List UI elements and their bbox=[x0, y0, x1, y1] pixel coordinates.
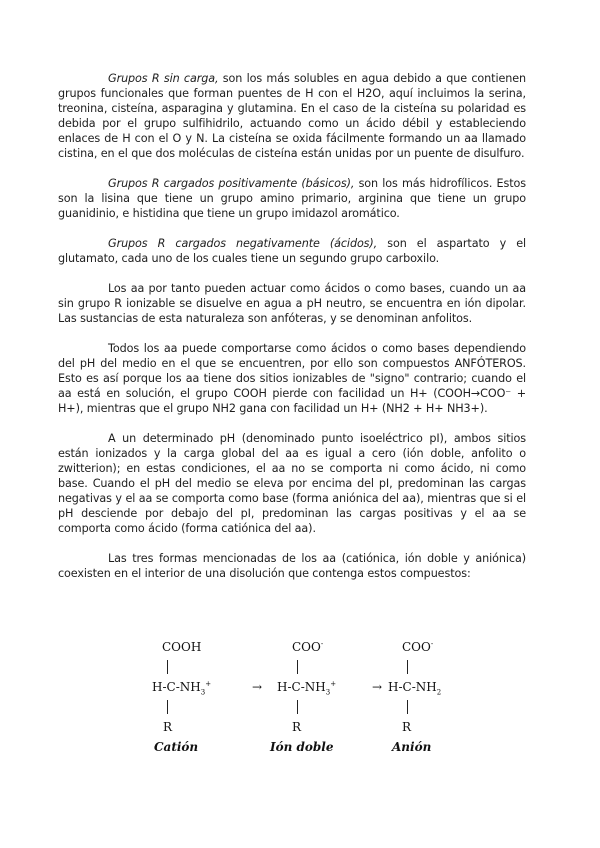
zwitterion-bond-bottom bbox=[297, 700, 298, 714]
anion-amino-group: $H-C-NH_2$ bbox=[388, 680, 442, 697]
paragraph-positive-groups bbox=[58, 176, 526, 221]
negative-groups-heading: Grupos R cargados negativamente (ácidos), bbox=[108, 237, 378, 250]
anion-caption: Anión bbox=[392, 740, 432, 754]
body-text bbox=[58, 71, 526, 596]
cation-r-group: R bbox=[163, 720, 173, 734]
paragraph-isoelectric-point: A un determinado pH (denominado punto isoeléctrico pI), ambos sitios están ionizados y la carga global del aa es igual a cero (ión doble, anfolito o zwitterion); en estas condiciones, el aa no se comporta ni como ácido, ni como base. Cuando el pH del medio se eleva por encima del pI, predominan las cargas negativas y el aa se comporta como base (forma aniónica del aa), mientras que si el pH desciende por debajo del pI, predominan las cargas positivas y el aa se comporta como ácido (forma catiónica del aa). bbox=[58, 432, 526, 535]
cation-bond-top bbox=[167, 660, 168, 674]
zwitterion-carboxylate: COO- bbox=[292, 640, 324, 654]
anion-carboxylate: COO- bbox=[402, 640, 434, 654]
anion-bond-bottom bbox=[407, 700, 408, 714]
uncharged-groups-text: son los más solubles en agua debido a que contienen grupos funcionales que forman puentes de H con el H2O, aquí incluimos la serina, treonina, cisteína, asparagina y glutamina. En el caso de la cisteína su polaridad es debida por el grupo sulfihidrilo, actuando como un ácido débil y estableciendo enlaces de H con el O y N. La cisteína se oxida fácilmente formando un aa llamado cistina, en el que dos moléculas de cisteína están unidas por un puente de disulfuro. bbox=[58, 72, 527, 160]
zwitterion-caption: Ión doble bbox=[270, 740, 334, 754]
paragraph-negative-groups bbox=[58, 236, 526, 266]
anion-bond-top bbox=[407, 660, 408, 674]
positive-groups-heading: Grupos R cargados positivamente (básicos), bbox=[108, 177, 355, 190]
positive-groups-text: son los más hidrofílicos. Estos son la lisina que tiene un grupo amino primario, arginina que tiene un grupo guanidinio, e histidina que tiene un grupo imidazol aromático. bbox=[58, 177, 526, 220]
ionization-diagram bbox=[140, 636, 440, 766]
paragraph-ph-behavior: Todos los aa puede comportarse como ácidos o como bases dependiendo del pH del medio en el que se encuentren, por ello son compuestos ANFÓTEROS. Esto es así porque los aa tiene dos sitios ionizables de "signo" contrario; cuando el aa está en solución, el grupo COOH pierde con facilidad un H+ (COOH→COO⁻ + H+), mientras que el grupo NH2 gana con facilidad un H+ (NH2 + H+ NH3+). bbox=[58, 342, 526, 415]
uncharged-groups-heading: Grupos R sin carga, bbox=[108, 72, 219, 85]
cation-caption: Catión bbox=[154, 740, 199, 754]
paragraph-three-forms: Las tres formas mencionadas de los aa (catiónica, ión doble y aniónica) coexisten en el interior de una disolución que contenga estos compuestos: bbox=[58, 552, 526, 580]
arrow-cation-to-zwitterion: → bbox=[252, 680, 263, 694]
zwitterion-bond-top bbox=[297, 660, 298, 674]
paragraph-uncharged-groups bbox=[58, 71, 526, 161]
negative-groups-text: son el aspartato y el glutamato, cada uno de los cuales tiene un segundo grupo carboxilo. bbox=[58, 237, 526, 265]
cation-bond-bottom bbox=[167, 700, 168, 714]
anion-r-group: R bbox=[402, 720, 412, 734]
arrow-zwitterion-to-anion: → bbox=[372, 680, 383, 694]
paragraph-amphoteric: Los aa por tanto pueden actuar como ácidos o como bases, cuando un aa sin grupo R ionizable se disuelve en agua a pH neutro, se encuentra en ión dipolar. Las sustancias de esta naturaleza son anfóteras, y se denominan anfolitos. bbox=[58, 282, 526, 325]
zwitterion-r-group: R bbox=[292, 720, 302, 734]
cation-amino-group: $H-C-NH_3^+$ bbox=[152, 680, 212, 697]
zwitterion-amino-group: $H-C-NH_3^+$ bbox=[277, 680, 337, 697]
cation-carboxyl: COOH bbox=[162, 640, 202, 654]
